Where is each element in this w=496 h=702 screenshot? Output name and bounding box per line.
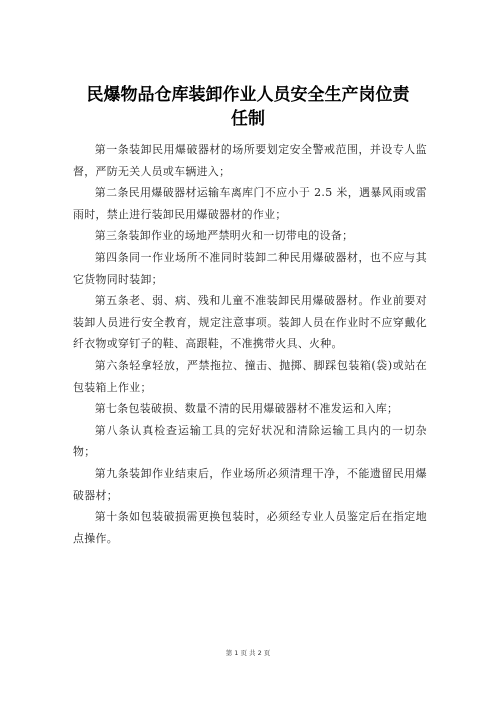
article-3: 第三条装卸作业的场地严禁明火和一切带电的设备； (94, 229, 354, 243)
article-1: 第一条装卸民用爆破器材的场所要划定安全警戒范围，并设专人监督，严防无关人员或车辆进入； (73, 143, 427, 178)
document-body (73, 139, 427, 549)
page-number-footer: 第 1 页 共 2 页 (225, 649, 271, 657)
article-10: 第十条如包装破损需更换包装时，必须经专业人员鉴定后在指定地点操作。 (73, 510, 427, 545)
article-4: 第四条同一作业场所不准同时装卸二种民用爆破器材，也不应与其它货物同时装卸； (73, 250, 427, 286)
article-6: 第六条轻拿轻放，严禁拖拉、撞击、抛掷、脚踩包装箱(袋)或站在包装箱上作业； (73, 358, 427, 394)
document-title-line-2: 任制 (231, 109, 265, 129)
document-title-line-1: 民爆物品仓库装卸作业人员安全生产岗位责 (86, 85, 410, 105)
article-5: 第五条老、弱、病、残和儿童不准装卸民用爆破器材。作业前要对装卸人员进行安全教育，规定注意事项。装卸人员在作业时不应穿戴化纤衣物或穿钉子的鞋、高跟鞋，不准携带火具、火种。 (73, 294, 427, 351)
article-9: 第九条装卸作业结束后，作业场所必须清理干净，不能遗留民用爆破器材； (73, 466, 427, 502)
article-8: 第八条认真检查运输工具的完好状况和清除运输工具内的一切杂物； (73, 423, 427, 459)
article-2: 第二条民用爆破器材运输车离库门不应小于 2.5 米，遇暴风雨或雷雨时，禁止进行装卸民用爆破器材的作业； (73, 186, 427, 221)
article-7: 第七条包装破损、数量不清的民用爆破器材不准发运和入库； (94, 402, 399, 416)
